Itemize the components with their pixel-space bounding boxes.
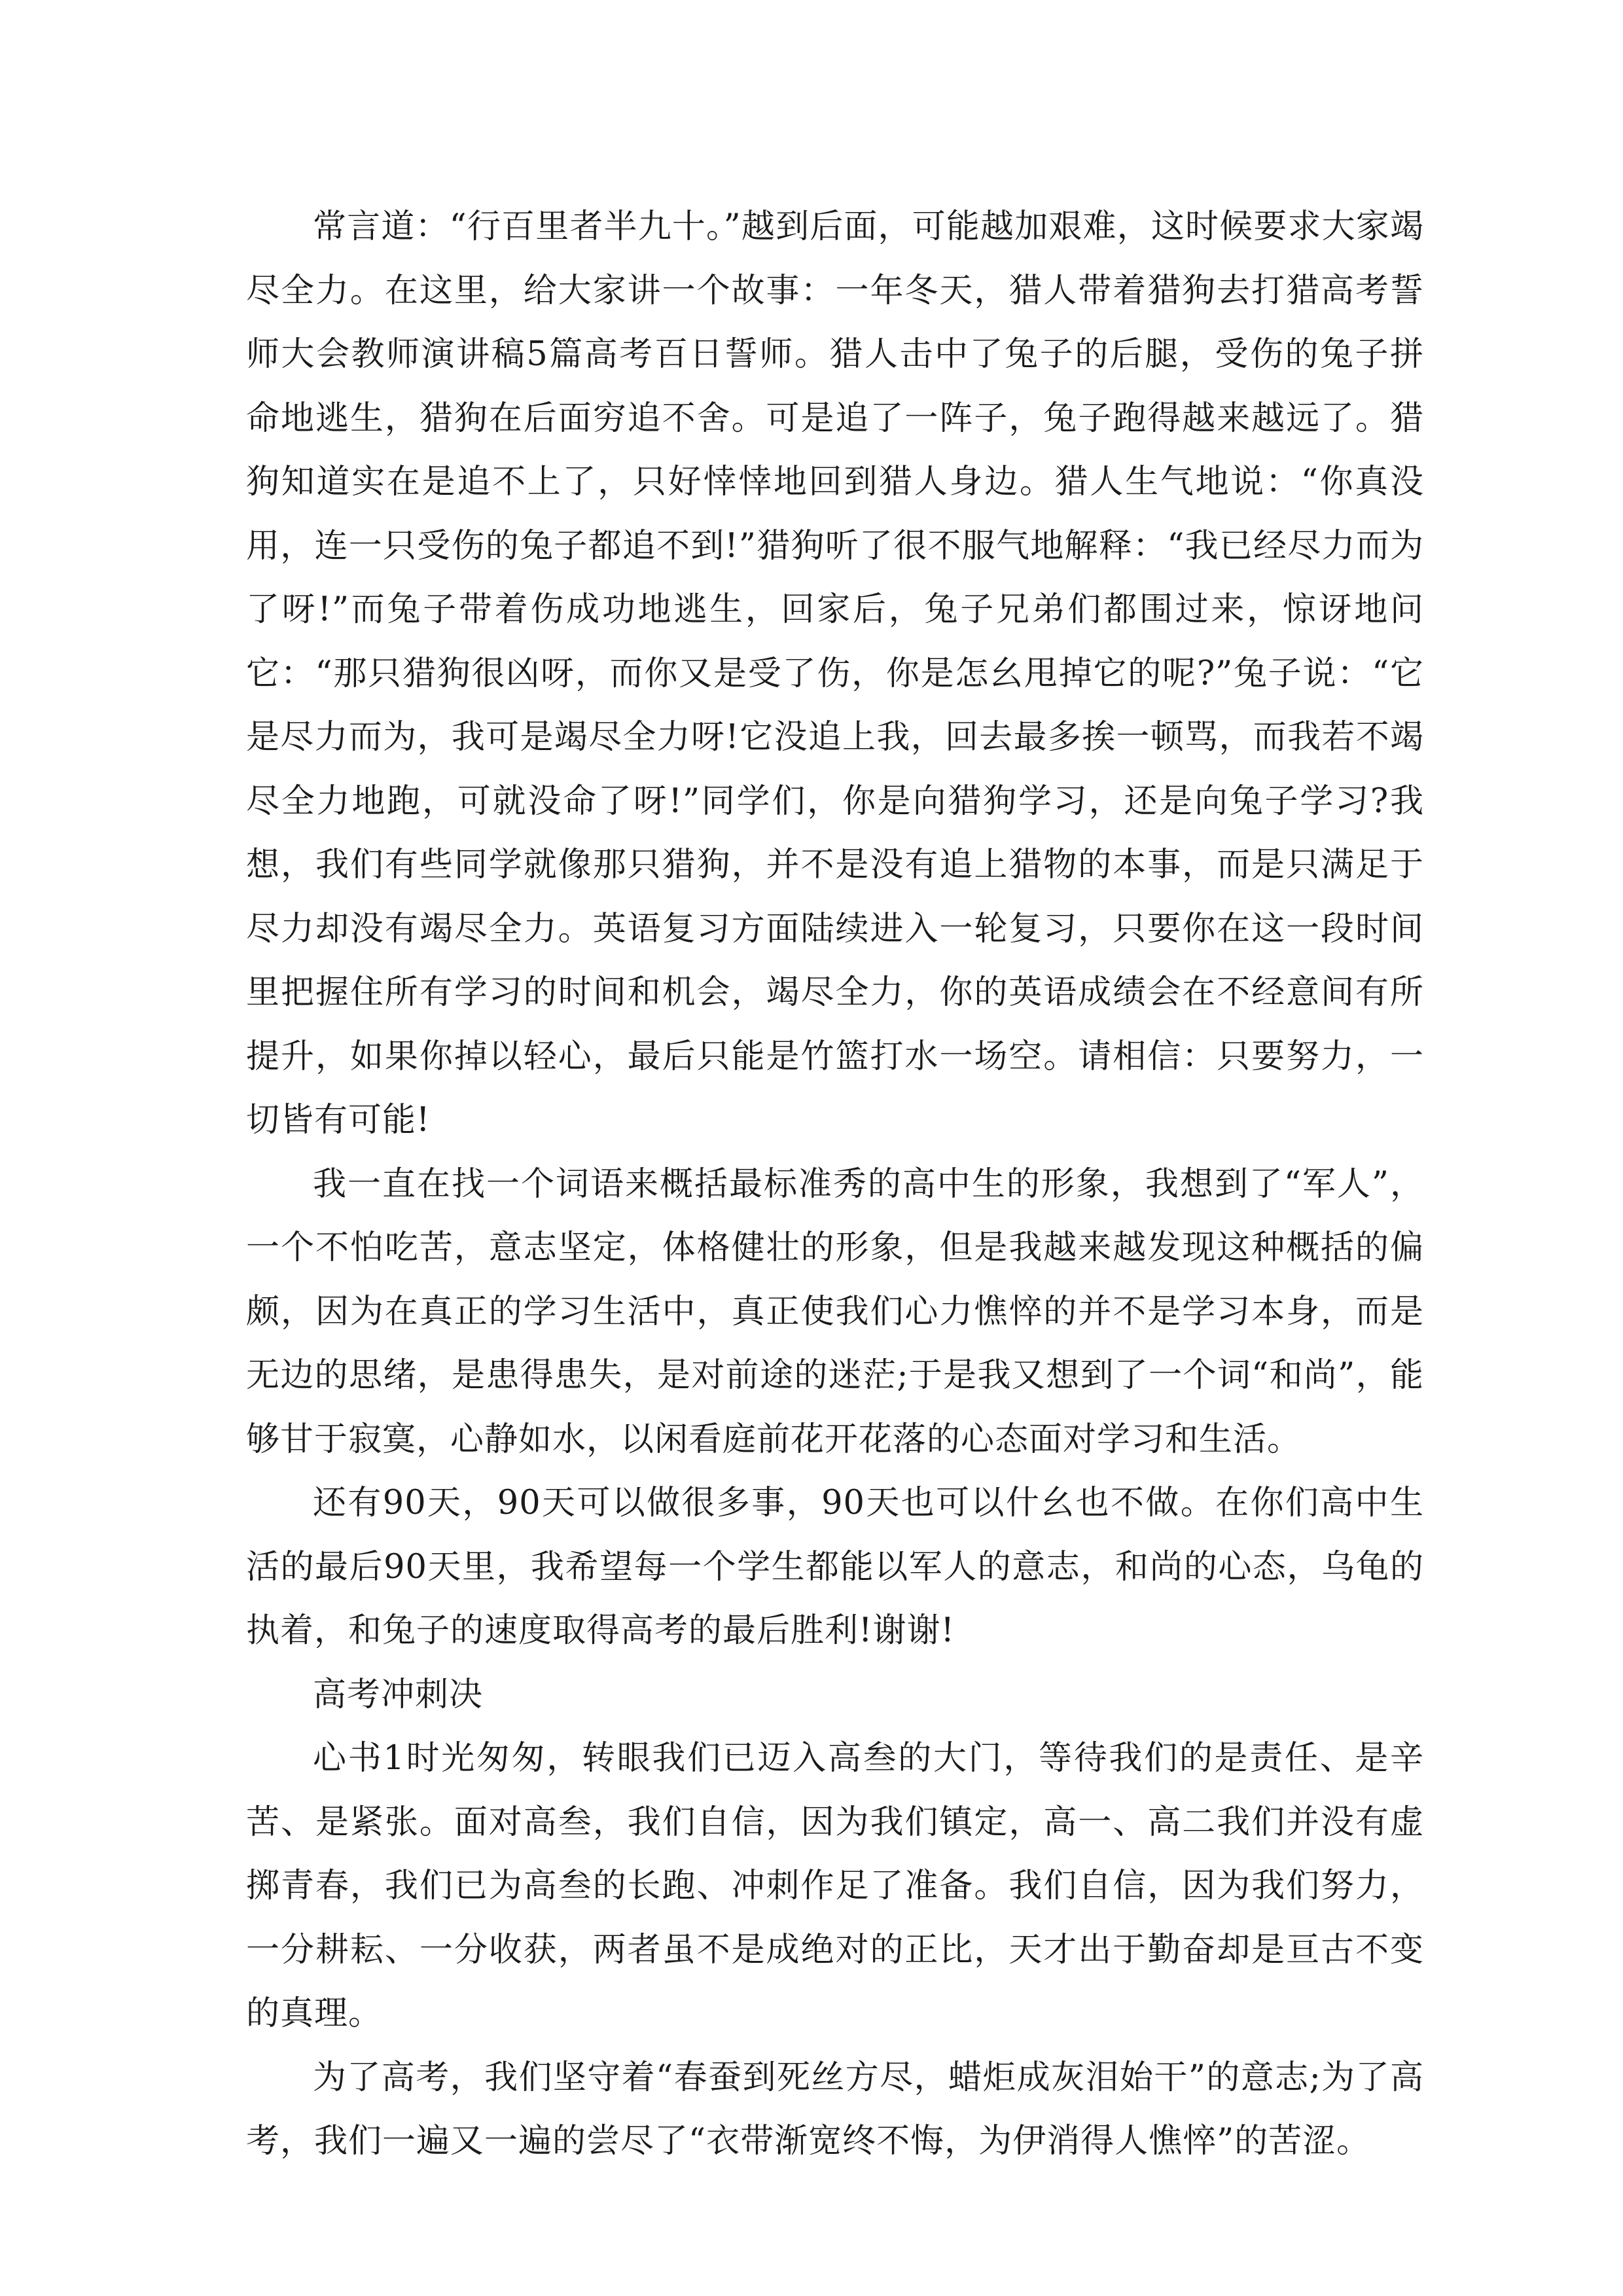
paragraph-soldier-monk: 我一直在找一个词语来概括最标准秀的高中生的形象，我想到了“军人”，一个不怕吃苦，意志坚定，体格健壮的形象，但是我越来越发现这种概括的偏颇，因为在真正的学习生活中，真正使我们心力憔悴的并不是学习本身，而是无边的思绪，是患得患失，是对前途的迷茫;于是我又想到了一个词“和尚”，能够甘于寂寞，心静如水，以闲看庭前花开花落的心态面对学习和生活。 [246, 1164, 1424, 1459]
paragraph-senior-year: 心书1时光匆匆，转眼我们已迈入高叁的大门，等待我们的是责任、是辛苦、是紧张。面对高叁，我们自信，因为我们镇定，高一、高二我们并没有虚掷青春，我们已为高叁的长跑、冲刺作足了准备。我们自信，因为我们努力，一分耕耘、一分收获，两者虽不是成绝对的正比，天才出于勤奋却是亘古不变的真理。 [246, 1739, 1424, 2033]
document-body [246, 195, 1424, 2174]
paragraph-for-gaokao: 为了高考，我们坚守着“春蚕到死丝方尽，蜡炬成灰泪始干”的意志;为了高考，我们一遍又一遍的尝尽了“衣带渐宽终不悔，为伊消得人憔悴”的苦涩。 [246, 2058, 1424, 2161]
section-heading: 高考冲刺决 [313, 1675, 484, 1714]
paragraph-hunting-dog-story: 常言道：“行百里者半九十。”越到后面，可能越加艰难，这时候要求大家竭尽全力。在这里，给大家讲一个故事：一年冬天，猎人带着猎狗去打猎高考誓师大会教师演讲稿5篇高考百日誓师。猎人击中了兔子的后腿，受伤的兔子拼命地逃生，猎狗在后面穷追不舍。可是追了一阵子，兔子跑得越来越远了。猎狗知道实在是追不上了，只好悻悻地回到猎人身边。猎人生气地说：“你真没用，连一只受伤的兔子都追不到!”猎狗听了很不服气地解释：“我已经尽力而为了呀!”而兔子带着伤成功地逃生，回家后，兔子兄弟们都围过来，惊讶地问它：“那只猎狗很凶呀，而你又是受了伤，你是怎幺甩掉它的呢?”兔子说：“它是尽力而为，我可是竭尽全力呀!它没追上我，回去最多挨一顿骂，而我若不竭尽全力地跑，可就没命了呀!”同学们，你是向猎狗学习，还是向兔子学习?我想，我们有些同学就像那只猎狗，并不是没有追上猎物的本事，而是只满足于尽力却没有竭尽全力。英语复习方面陆续进入一轮复习，只要你在这一段时间里把握住所有学习的时间和机会，竭尽全力，你的英语成绩会在不经意间有所提升，如果你掉以轻心，最后只能是竹篮打水一场空。请相信：只要努力，一切皆有可能! [246, 207, 1424, 1139]
paragraph-ninety-days: 还有90天，90天可以做很多事，90天也可以什幺也不做。在你们高中生活的最后90天里，我希望每一个学生都能以军人的意志，和尚的心态，乌龟的执着，和兔子的速度取得高考的最后胜利!谢谢! [246, 1484, 1424, 1650]
